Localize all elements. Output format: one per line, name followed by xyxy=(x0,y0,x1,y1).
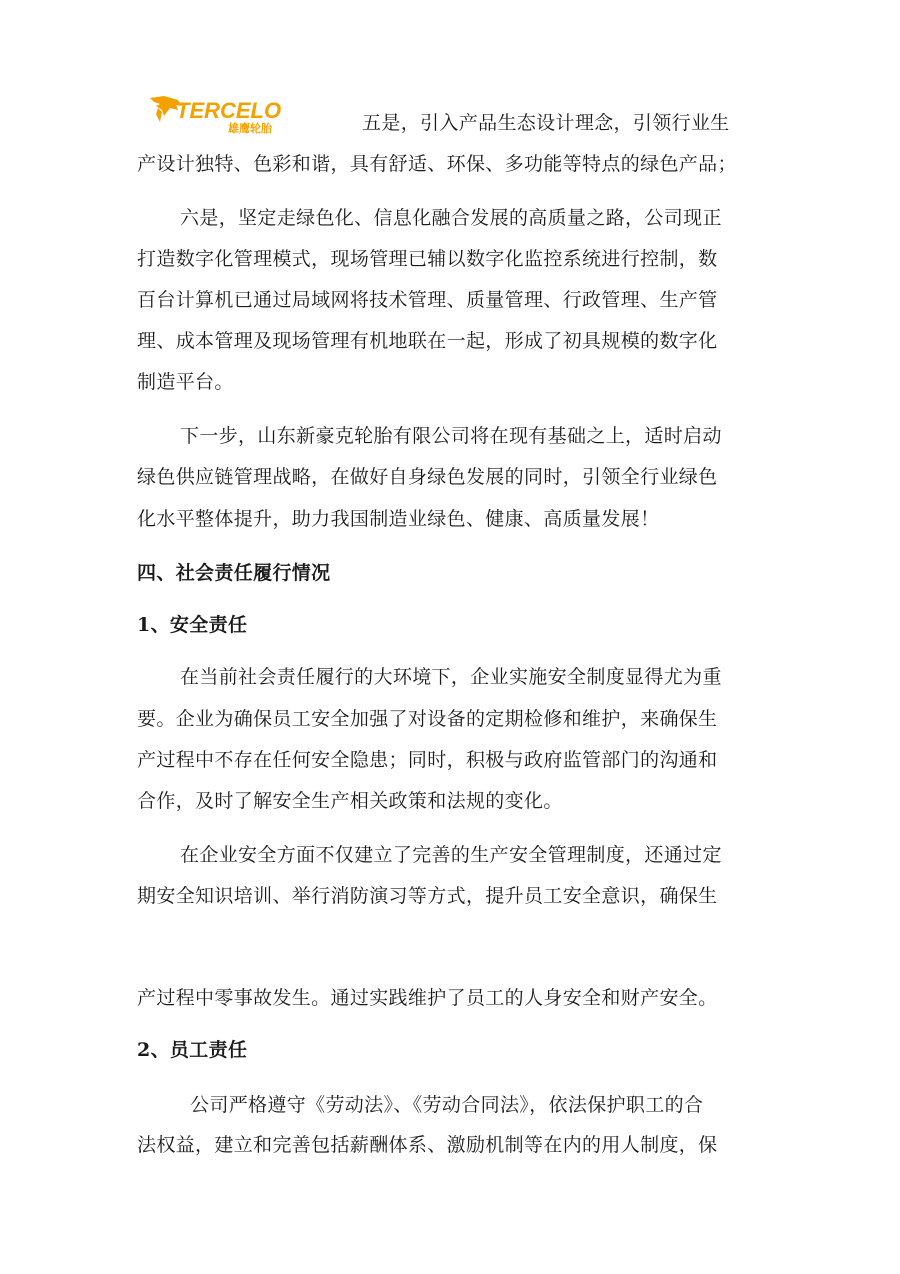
paragraph-line: 期安全知识培训、举行消防演习等方式，提升员工安全意识，确保生 xyxy=(137,885,718,907)
paragraph-line: 下一步，山东新豪克轮胎有限公司将在现有基础之上，适时启动 xyxy=(180,425,722,447)
paragraph-line: 产过程中零事故发生。通过实践维护了员工的人身安全和财产安全。 xyxy=(137,987,718,1009)
paragraph-line: 产过程中不存在任何安全隐患；同时，积极与政府监管部门的沟通和 xyxy=(137,749,718,771)
paragraph-line: 百台计算机已通过局域网将技术管理、质量管理、行政管理、生产管 xyxy=(137,289,718,311)
section-heading: 四、社会责任履行情况 xyxy=(137,562,331,584)
paragraph-line: 绿色供应链管理战略，在做好自身绿色发展的同时，引领全行业绿色 xyxy=(137,466,718,488)
paragraph-line: 六是，坚定走绿色化、信息化融合发展的高质量之路，公司现正 xyxy=(180,207,722,229)
paragraph-line: 打造数字化管理模式，现场管理已辅以数字化监控系统进行控制，数 xyxy=(137,248,718,270)
paragraph-line: 公司严格遵守《劳动法》、《劳动合同法》，依法保护职工的合 xyxy=(190,1094,704,1116)
paragraph-line: 化水平整体提升，助力我国制造业绿色、健康、高质量发展！ xyxy=(137,508,660,530)
tercelo-logo xyxy=(148,94,298,136)
paragraph-line: 法权益，建立和完善包括薪酬体系、激励机制等在内的用人制度，保 xyxy=(137,1134,718,1156)
logo-wordmark: TERCELO xyxy=(176,98,282,123)
subsection-heading: 1、安全责任 xyxy=(137,614,248,636)
paragraph-line: 要。企业为确保员工安全加强了对设备的定期检修和维护，来确保生 xyxy=(137,708,718,730)
subsection-heading: 2、员工责任 xyxy=(137,1039,248,1061)
paragraph-line: 合作，及时了解安全生产相关政策和法规的变化。 xyxy=(137,790,563,812)
paragraph-line: 在当前社会责任履行的大环境下，企业实施安全制度显得尤为重 xyxy=(180,666,722,688)
paragraph-line: 理、成本管理及现场管理有机地联在一起，形成了初具规模的数字化 xyxy=(137,330,718,352)
paragraph-line: 五是，引入产品生态设计理念，引领行业生 xyxy=(362,112,730,134)
logo-subtitle: 雄鹰轮胎 xyxy=(228,122,272,135)
eagle-logo-icon xyxy=(148,94,298,136)
paragraph-line: 产设计独特、色彩和谐，具有舒适、环保、多功能等特点的绿色产品； xyxy=(137,153,737,175)
paragraph-line: 制造平台。 xyxy=(137,371,234,393)
paragraph-line: 在企业安全方面不仅建立了完善的生产安全管理制度，还通过定 xyxy=(180,844,722,866)
